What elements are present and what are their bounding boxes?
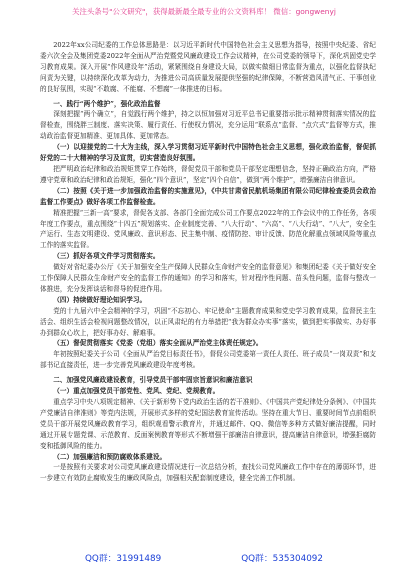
section-heading-2: 二、加强党风廉政建设教育，引导党员干部牢固宗旨意识和廉洁意识: [53, 376, 253, 385]
item-heading-2-1: （一）重点加强党员干部党性、党风、党纪、党规教育。: [53, 387, 220, 396]
document-body: [40, 40, 376, 484]
qq-group-1: QQ群：31991489: [84, 554, 162, 564]
item-text-1-3: 做好对省纪委办公厅《关于加强安全生产保障人民群众生命财产安全的监督意见》和集团纪委《关于做好安全工作保障人民群众生命财产安全的监督工作的通知》的学习和落实，针对程序性问题、苗头性问题，监督与整改一体推进，充分发挥谈话和督导的促进作用。: [40, 263, 376, 293]
item-heading-1-1: （一）以迎接党的二十大为主线，深入学习贯彻习近平新时代中国特色社会主义思想，强化政治监督，督促抓好党的二十大精神的学习及宣贯，切实营造良好氛围。: [40, 143, 376, 163]
item-heading-1-4: （四）持续做好理论知识学习。: [53, 295, 147, 304]
item-heading-1-5: （五）督促贯彻落实《党委（党组）落实全面从严治党主体责任规定》。: [53, 339, 263, 348]
item-text-1-1: 把严明政治纪律和政治规矩贯穿工作始终，督促党员干部和党员干部坚定理想信念，坚持正确政治方向，严格遵守党章和政治纪律和政治规矩，强化“四个意识”，坚定“四个自信”，做到“两个维护”，增强廉洁自律意识。: [40, 164, 376, 184]
paragraph-intro: 2022年xx公司纪委的工作总体思路是：以习近平新时代中国特色社会主义思想为指导，按照中央纪委、省纪委六次全会及集团党委2022年全面从严治党暨党风廉政建设工作会议精神，在公司党委的领导下，深化巩固党史学习教育成果。深入开展“作风建设年”活动，紧紧围绕自身建设大局，以做实做细日常监督为重点，以强化监督执纪问责为关键，以持续深化改革为动力，为推进公司高质量发展提供坚强的纪律保障，不断营造风清气正、干事创业的良好氛围，实现“不敢腐、不能腐、不想腐”一体推进的目标。: [40, 41, 376, 93]
contact-footer: [0, 551, 408, 569]
item-heading-1-2: （二）按照《关于进一步加强政治监督的实施意见》，《中共甘肃省民航机场集团有限公司纪律检查委员会政治监督工作要点》做好各项工作监督检查。: [40, 186, 376, 206]
item-text-2-1: 重点学习中央八项规定精神、《关于新形势下党内政治生活的若干准则》、《中国共产党纪律处分条例》、《中国共产党廉洁自律准则》等党内法规，开展形式多样的党纪国法教育宣传活动。坚持在重大节日、重要时间节点前组织党员干部开展党风廉政教育学习，组织观看警示教育片，并通过邮件、QQ、微信等多种方式做好廉洁提醒，同时通过开展专题党课、示范教育、反面案例教育等形式不断增强干部廉洁自律意识，提高廉洁自律意识，增强拒腐防变和抵御风险的能力。: [40, 398, 376, 450]
section-heading-1: 一、践行“两个维护”，强化政治监督: [53, 99, 161, 108]
item-heading-2-2: （二）加强廉洁和预防腐败体系建设。: [53, 452, 167, 461]
item-text-1-4: 党的十九届六中全会精神的学习，巩固“不忘初心、牢记使命”主题教育成果和党史学习教育成果，监督民主生活会、组织生活会检视问题整改情况，以正风肃纪的有力举措把“我为群众办实事”落实，做到把实事做实、办好事办到群众心坎上，把好事办好、解难事。: [40, 306, 376, 337]
paragraph-section-1: 深刻把握“两个确立”，自觉践行两个维护，持之以恒加强对习近平总书记重要指示批示精神贯彻落实情况的监督检查，围绕胖三制度、落实决策、履行责任、行使权力情况，充分运用“联系点”监督、“点穴式”监督等方式，推动政治监督更加精准、更加具体、更加常态。: [40, 110, 376, 141]
qq-group-2: QQ群：535304092: [241, 554, 324, 564]
promo-banner: [0, 0, 408, 22]
item-text-1-2: 精准把握“三新一高”要求，督促各支部、各部门全面完成公司工作要点2022年的工作会议中的工作任务，各项年度工作要点，重点围绕“十四五”规划落实、企业制度完善、“八大行动”、“六高”、“八大行动”、“八大”，安全生产运行、生态文明建设、党风廉政、意识形态、民主集中制、疫情防控、审计反馈、防范化解重点领域风险等重点工作的落实监督。: [40, 208, 376, 250]
promo-banner-text: 关注头条号"公文研究"，获得最新最全最专业的公文资料库！ 微信：gongwenyj: [72, 6, 336, 16]
item-text-1-5: 年初按照纪委关于公司《全面从严治党目标责任书》，督促公司党委第一责任人责任、班子成员“一岗双责”和支部书记直接责任，进一步完善党风廉政建设年度考核。: [40, 350, 376, 370]
item-text-2-2: 一是按照有关要求对公司党风廉政建设情况进行一次总结分析，查找公司党风廉政工作中存在的薄弱环节，进一步建立有效防止腐败发生的廉政风险点，加强相关配套制度建设，健全完善工作机制。: [40, 463, 376, 483]
item-heading-1-3: （三）抓好各项文件学习贯彻落实。: [53, 252, 160, 261]
